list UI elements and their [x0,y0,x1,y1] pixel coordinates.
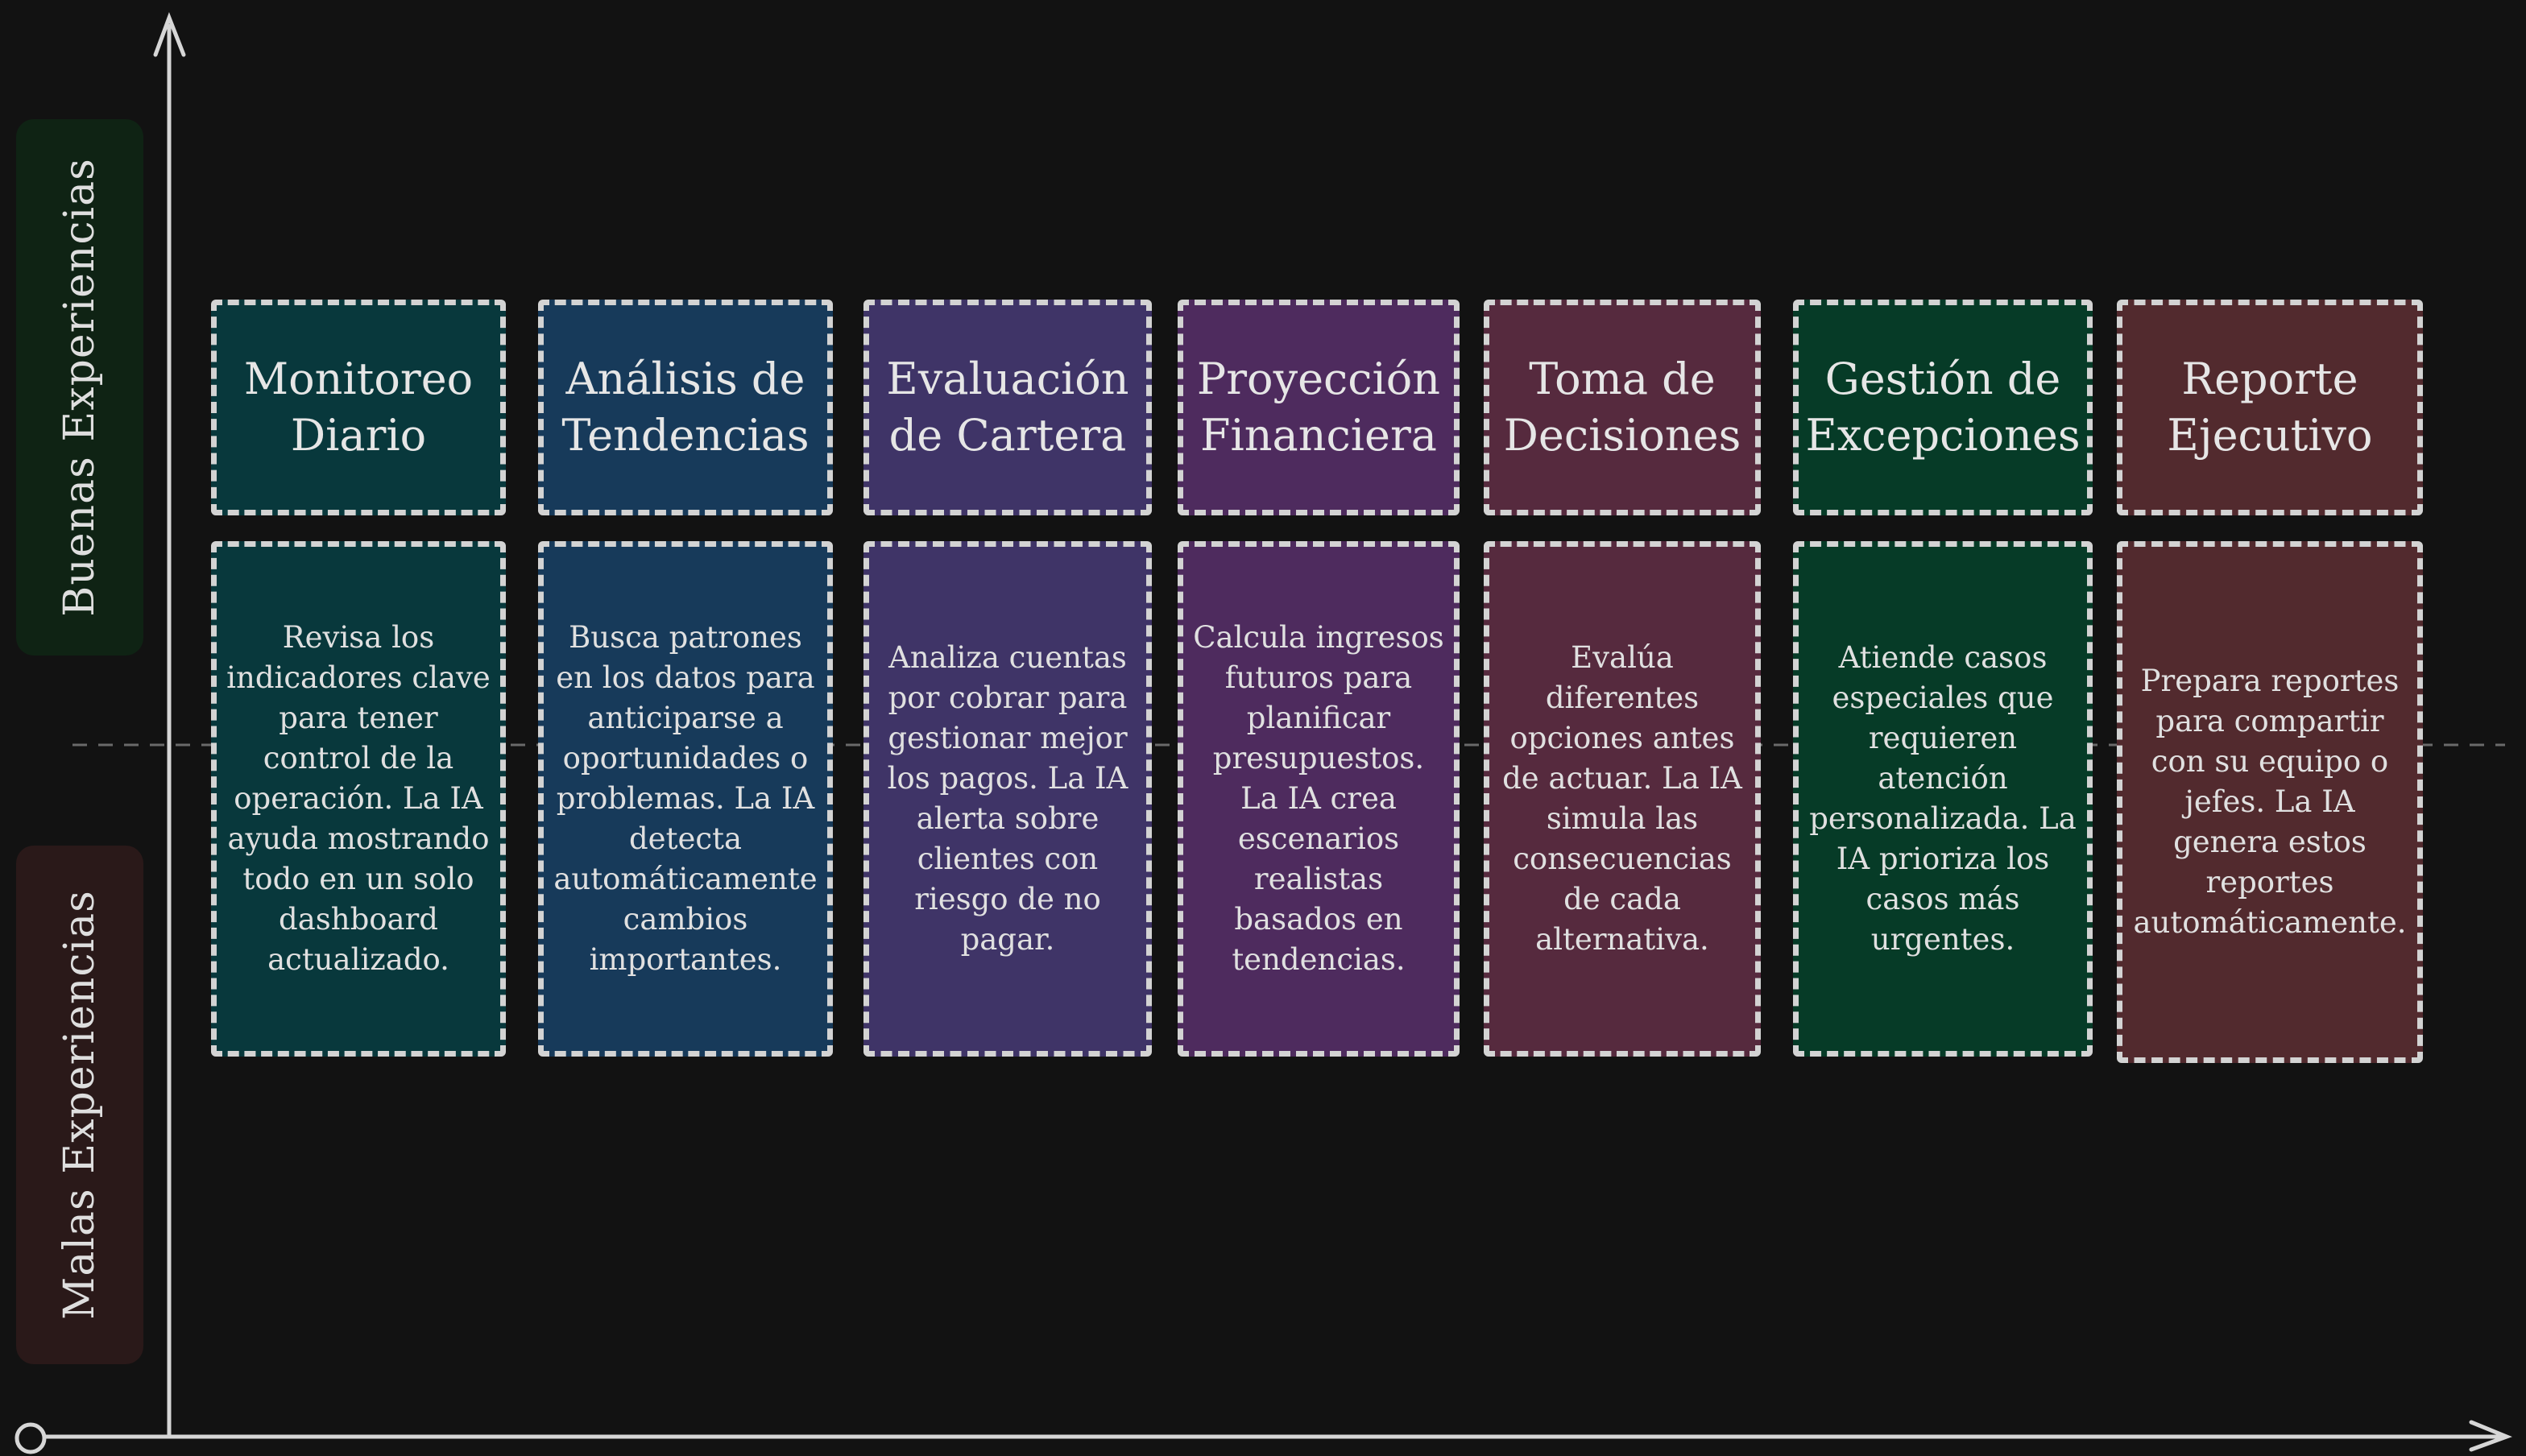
card-description: Calcula ingresos futuros para planificar presupuestos. La IA crea escenarios realistas basados en tendencias. [1193,620,1444,977]
description-card-toma-de-decisiones [1484,541,1761,1057]
card-title-line: Gestión de [1824,354,2061,404]
card-title [1493,351,1753,464]
card-description: Atiende casos especiales que requieren atención personalizada. La IA prioriza los casos más urgentes. [1809,640,2077,957]
title-card-proyeccion-financiera [1178,300,1460,515]
card-description: Evalúa diferentes opciones antes de actuar. La IA simula las consecuencias de cada alternativa. [1502,640,1742,957]
title-card-toma-de-decisiones [1484,300,1761,515]
card-title-line: Financiera [1200,410,1437,461]
description-card-reporte-ejecutivo [2117,541,2423,1063]
card-description: Busca patrones en los datos para anticiparse a oportunidades o problemas. La IA detecta automáticamente cambios importantes. [553,620,818,977]
card-description: Prepara reportes para compartir con su equipo o jefes. La IA genera estos reportes automáticamente. [2133,664,2407,940]
card-title-line: Monitoreo [243,354,474,404]
title-card-analisis-de-tendencias [538,300,833,515]
description-card-monitoreo-diario [211,541,506,1057]
card-title-line: Análisis de [565,354,805,404]
card-description: Revisa los indicadores clave para tener control de la operación. La IA ayuda mostrando todo en un solo dashboard actualizado. [226,620,491,977]
card-title-line: Tendencias [561,410,810,461]
card-title [875,351,1140,464]
card-title-line: Toma de [1529,354,1716,404]
card-title-line: Proyección [1196,354,1441,404]
card-title [550,351,820,464]
card-title-line: Ejecutivo [2167,410,2373,461]
buenas-experiencias-label [16,119,143,656]
card-title-line: de Cartera [888,410,1127,461]
description-card-analisis-de-tendencias [538,541,833,1057]
card-title-line: Excepciones [1805,410,2081,461]
card-title [1186,351,1451,464]
card-title-line: Reporte [2181,354,2358,404]
title-card-evaluacion-de-cartera [863,300,1152,515]
card-title [233,351,484,464]
card-title-line: Evaluación [886,354,1129,404]
card-description: Analiza cuentas por cobrar para gestionar mejor los pagos. La IA alerta sobre clientes con riesgo de no pagar. [887,640,1128,957]
malas-experiencias-label [16,846,143,1364]
buenas-experiencias-text: Buenas Experiencias [56,158,104,617]
description-card-gestion-de-excepciones [1793,541,2093,1057]
malas-experiencias-text: Malas Experiencias [56,890,104,1320]
description-card-evaluacion-de-cartera [863,541,1152,1057]
title-card-monitoreo-diario [211,300,506,515]
card-title-line: Decisiones [1503,410,1741,461]
card-title [1794,351,2091,464]
card-title-line: Diario [290,410,427,461]
description-card-proyeccion-financiera [1178,541,1460,1057]
title-card-reporte-ejecutivo [2117,300,2423,515]
axis-origin [17,1425,44,1452]
card-title [2155,351,2383,464]
title-card-gestion-de-excepciones [1793,300,2093,515]
